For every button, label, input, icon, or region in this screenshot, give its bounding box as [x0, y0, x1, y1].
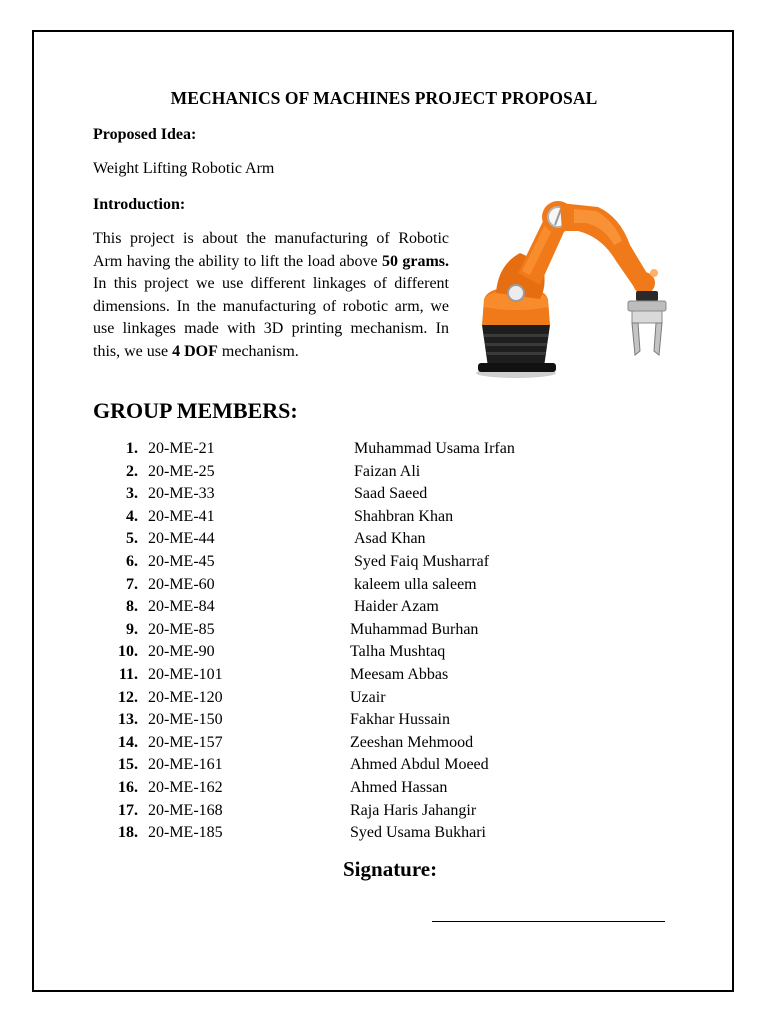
- member-number: 1.: [126, 440, 138, 457]
- list-item: [0, 506, 768, 529]
- member-number: 4.: [126, 507, 138, 525]
- list-item: [0, 709, 768, 732]
- list-item: [0, 551, 768, 574]
- member-name: Shahbran Khan: [354, 507, 454, 525]
- member-name: Muhammad Burhan: [350, 620, 479, 638]
- member-number: 7.: [126, 575, 138, 593]
- member-number: 14.: [118, 733, 138, 751]
- member-name: Meesam Abbas: [350, 665, 449, 683]
- list-item: [0, 461, 768, 484]
- member-name: Fakhar Hussain: [350, 711, 450, 729]
- member-name: Haider Azam: [354, 598, 439, 616]
- member-number: 16.: [118, 778, 138, 796]
- list-item: [0, 641, 768, 664]
- list-item: [0, 754, 768, 777]
- list-item: [0, 438, 768, 461]
- member-number: 11.: [118, 665, 138, 683]
- member-roll-number: 20-ME-21: [148, 440, 215, 457]
- signature-label: Signature:: [343, 857, 438, 881]
- member-roll-number: 20-ME-25: [148, 462, 215, 480]
- member-name: Muhammad Usama Irfan: [354, 440, 515, 457]
- member-number: 15.: [118, 756, 138, 774]
- intro-text-2: In this project we use different linkages of different dimensions. In the manufacturing of robotic arm, we use linkages made with 3D printing mechanism. In this, we use: [93, 275, 449, 360]
- member-roll-number: 20-ME-168: [148, 801, 223, 819]
- member-roll-number: 20-ME-101: [148, 665, 223, 683]
- member-name: Uzair: [350, 688, 386, 706]
- member-roll-number: 20-ME-45: [148, 552, 215, 570]
- member-name: Talha Mushtaq: [350, 643, 446, 661]
- list-item: [0, 732, 768, 755]
- list-item: [0, 574, 768, 597]
- member-number: 9.: [126, 620, 138, 638]
- member-roll-number: 20-ME-41: [148, 507, 215, 525]
- member-number: 13.: [118, 711, 138, 729]
- list-item: [0, 528, 768, 551]
- group-members-heading: GROUP MEMBERS:: [93, 398, 298, 423]
- member-name: kaleem ulla saleem: [354, 575, 477, 593]
- signature-line: [432, 921, 665, 922]
- member-roll-number: 20-ME-120: [148, 688, 223, 706]
- member-name: Ahmed Hassan: [350, 778, 448, 796]
- member-name: Asad Khan: [354, 530, 426, 548]
- member-name: Ahmed Abdul Moeed: [350, 756, 489, 774]
- member-roll-number: 20-ME-90: [148, 643, 215, 661]
- member-name: Syed Faiq Musharraf: [354, 552, 490, 570]
- member-number: 12.: [118, 688, 138, 706]
- list-item: [0, 822, 768, 845]
- proposed-idea-text: Weight Lifting Robotic Arm: [93, 160, 275, 177]
- introduction-label: Introduction:: [93, 196, 186, 213]
- member-name: Zeeshan Mehmood: [350, 733, 474, 751]
- robotic-arm-image: [470, 195, 675, 385]
- member-name: Syed Usama Bukhari: [350, 824, 486, 842]
- member-name: Saad Saeed: [354, 485, 428, 503]
- member-roll-number: 20-ME-44: [148, 530, 215, 548]
- member-roll-number: 20-ME-33: [148, 485, 215, 503]
- list-item: [0, 483, 768, 506]
- member-roll-number: 20-ME-162: [148, 778, 223, 796]
- member-number: 8.: [126, 598, 138, 616]
- list-item: [0, 687, 768, 710]
- intro-bold-load: 50 grams.: [381, 252, 450, 270]
- member-number: 6.: [126, 552, 138, 570]
- proposed-idea-label: Proposed Idea:: [93, 126, 197, 143]
- member-roll-number: 20-ME-157: [148, 733, 223, 751]
- member-number: 10.: [118, 643, 138, 661]
- member-number: 18.: [118, 824, 138, 842]
- member-name: Raja Haris Jahangir: [350, 801, 477, 819]
- member-roll-number: 20-ME-60: [148, 575, 215, 593]
- member-number: 2.: [126, 462, 138, 480]
- member-number: 5.: [126, 530, 138, 548]
- intro-text-1: This project is about the manufacturing of Robotic Arm having the ability to lift the load above: [93, 230, 449, 270]
- member-number: 17.: [118, 801, 138, 819]
- member-roll-number: 20-ME-85: [148, 620, 215, 638]
- list-item: [0, 619, 768, 642]
- member-roll-number: 20-ME-150: [148, 711, 223, 729]
- member-name: Faizan Ali: [354, 462, 421, 480]
- member-roll-number: 20-ME-185: [148, 824, 223, 842]
- intro-text-3: mechanism.: [217, 342, 299, 360]
- member-number: 3.: [126, 485, 138, 503]
- list-item: [0, 664, 768, 687]
- list-item: [0, 777, 768, 800]
- list-item: [0, 596, 768, 619]
- introduction-paragraph: [93, 228, 449, 364]
- list-item: [0, 800, 768, 823]
- member-roll-number: 20-ME-161: [148, 756, 223, 774]
- group-members-list: [0, 438, 768, 845]
- document-title: MECHANICS OF MACHINES PROJECT PROPOSAL: [170, 88, 598, 108]
- member-roll-number: 20-ME-84: [148, 598, 215, 616]
- intro-bold-dof: 4 DOF: [172, 342, 218, 360]
